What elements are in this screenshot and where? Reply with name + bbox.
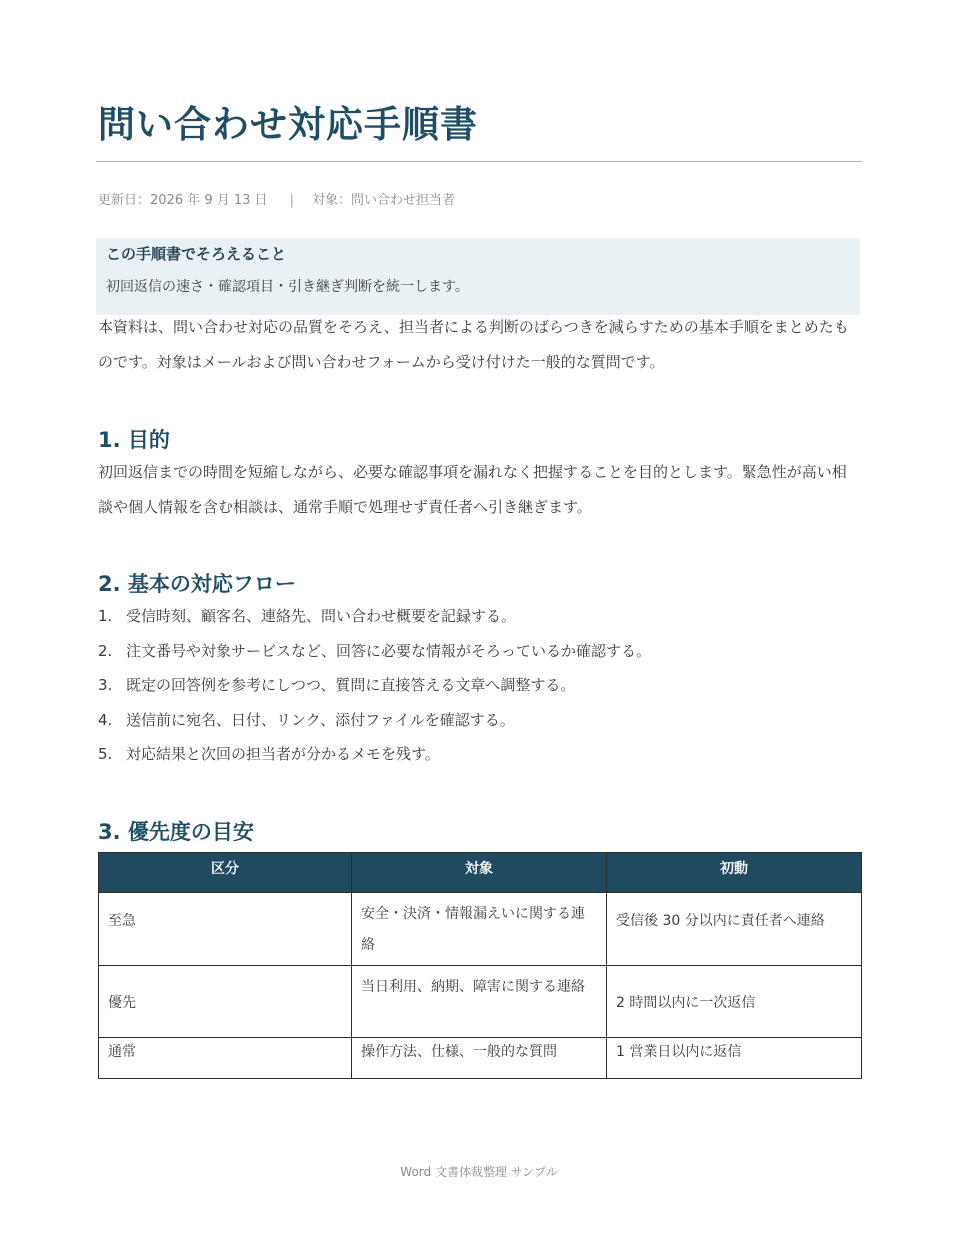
section-heading-priority: 3. 優先度の目安 — [98, 820, 254, 844]
priority-table — [98, 852, 862, 1079]
callout-title: この手順書でそろえること — [106, 245, 287, 263]
table-cell: 2 時間以内に一次返信 — [607, 966, 862, 1038]
list-item: 2. 注文番号や対象サービスなど、回答に必要な情報がそろっているか確認する。 — [98, 641, 652, 660]
section-heading-flow: 2. 基本の対応フロー — [98, 572, 296, 596]
table-row — [99, 1038, 862, 1079]
page-footer: Word 文書体裁整理 サンプル — [400, 1165, 558, 1179]
table-cell: 受信後 30 分以内に責任者へ連絡 — [607, 893, 862, 966]
updated-date: 更新日：2026 年 9 月 13 日 — [98, 193, 268, 208]
table-header-cell: 区分 — [99, 853, 352, 893]
document-meta — [98, 189, 455, 208]
list-item: 5. 対応結果と次回の担当者が分かるメモを残す。 — [98, 745, 440, 763]
table-cell: 操作方法、仕様、一般的な質問 — [352, 1038, 607, 1079]
table-cell: 至急 — [99, 893, 352, 966]
table-cell: 当日利用、納期、障害に関する連絡 — [352, 966, 607, 1038]
section-heading-purpose: 1. 目的 — [98, 428, 170, 452]
table-row — [99, 893, 862, 966]
table-header-cell: 初動 — [607, 853, 862, 893]
table-cell: 通常 — [99, 1038, 352, 1079]
meta-separator: | — [289, 193, 294, 208]
title-divider — [96, 161, 862, 162]
purpose-paragraph: 初回返信までの時間を短縮しながら、必要な確認事項を漏れなく把握することを目的とします。緊急性が高い相談や個人情報を含む相談は、通常手順で処理せず責任者へ引き継ぎます。 — [98, 463, 847, 516]
flow-steps — [98, 599, 651, 772]
document-title: 問い合わせ対応手順書 — [98, 103, 478, 146]
table-cell: 1 営業日以内に返信 — [607, 1038, 862, 1079]
table-cell: 安全・決済・情報漏えいに関する連絡 — [352, 893, 607, 966]
table-header-cell: 対象 — [352, 853, 607, 893]
table-header-row — [99, 853, 862, 893]
table-cell: 優先 — [99, 966, 352, 1038]
callout-text: 初回返信の速さ・確認項目・引き継ぎ判断を統一します。 — [106, 279, 469, 295]
audience: 対象：問い合わせ担当者 — [311, 193, 455, 208]
intro-paragraph: 本資料は、問い合わせ対応の品質をそろえ、担当者による判断のばらつきを減らすための基本手順をまとめたものです。対象はメールおよび問い合わせフォームから受け付けた一般的な質問です。 — [98, 318, 849, 371]
list-item: 4. 送信前に宛名、日付、リンク、添付ファイルを確認する。 — [98, 710, 515, 729]
table-row — [99, 966, 862, 1038]
summary-callout — [96, 238, 860, 315]
list-item: 3. 既定の回答例を参考にしつつ、質問に直接答える文章へ調整する。 — [98, 676, 576, 694]
list-item: 1. 受信時刻、顧客名、連絡先、問い合わせ概要を記録する。 — [98, 607, 517, 625]
